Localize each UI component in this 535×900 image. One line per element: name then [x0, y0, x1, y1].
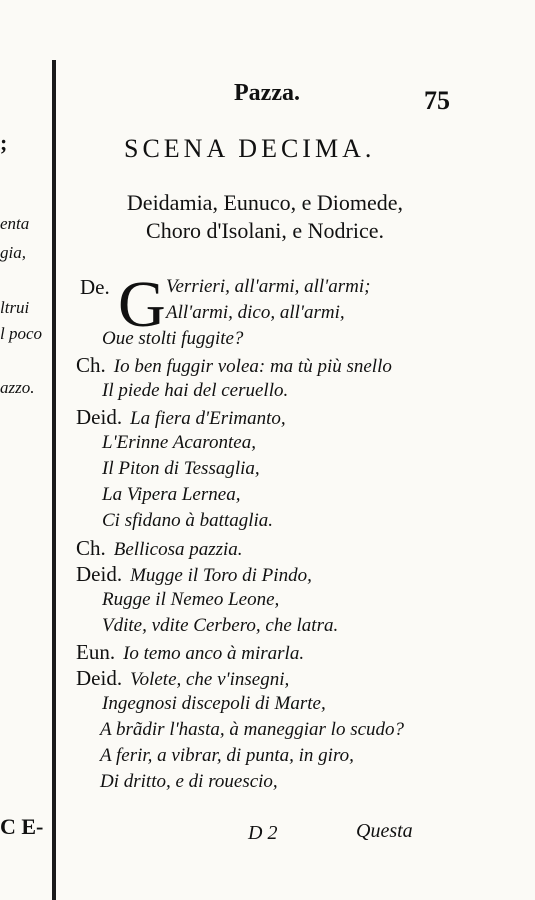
- speaker-label: Ch.: [76, 353, 106, 377]
- speaker-label: Eun.: [76, 640, 116, 664]
- verse-line: [76, 641, 304, 665]
- verse-text: Mugge il Toro di Pindo,: [130, 565, 312, 586]
- verse-line: [76, 406, 286, 430]
- page-number: 75: [424, 86, 450, 115]
- scene-title: SCENA DECIMA.: [124, 134, 376, 163]
- verse-line: [166, 302, 345, 324]
- facing-text-fragment: l poco: [0, 324, 43, 343]
- verse-text: Oue stolti fuggite?: [102, 328, 244, 349]
- verse-line: [102, 693, 326, 715]
- verse-text: Volete, che v'insegni,: [130, 669, 290, 690]
- verse-text: L'Erinne Acarontea,: [102, 432, 256, 453]
- verse-line: [102, 380, 288, 402]
- speaker-label: Deid.: [76, 666, 123, 690]
- verse-line: [100, 771, 278, 793]
- verse-line: [102, 484, 240, 506]
- verse-line: [80, 275, 371, 300]
- drop-capital: G: [118, 268, 166, 341]
- verse-text: Ci sfidano à battaglia.: [102, 510, 274, 531]
- facing-text-fragment: ltrui: [0, 298, 30, 317]
- catchword: Questa: [356, 820, 413, 842]
- verse-text: Verrieri, all'armi, all'armi;: [166, 276, 371, 297]
- verse-line: [76, 537, 243, 561]
- signature-mark: D 2: [248, 822, 278, 844]
- running-head: Pazza.: [234, 80, 300, 106]
- verse-text: Rugge il Nemeo Leone,: [102, 589, 280, 610]
- verse-text: Di dritto, e di rouescio,: [100, 771, 278, 792]
- verse-text: La Vipera Lernea,: [102, 484, 241, 505]
- verse-line: [76, 667, 289, 691]
- verse-text: Ingegnosi discepoli di Marte,: [102, 693, 326, 714]
- verse-line: [76, 563, 312, 587]
- verse-line: [102, 589, 279, 611]
- verse-line: [102, 510, 273, 532]
- facing-text-fragment: ;: [0, 130, 8, 155]
- verse-line: [102, 458, 260, 480]
- speaker-label: De.: [80, 275, 110, 299]
- speaker-label: Ch.: [76, 536, 106, 560]
- verse-text: Io temo anco à mirarla.: [123, 643, 305, 664]
- verse-text: Io ben fuggir volea: ma tù più snello: [113, 356, 392, 377]
- speaker-label: Deid.: [76, 562, 123, 586]
- verse-line: [102, 328, 243, 350]
- verse-text: Il Piton di Tessaglia,: [102, 458, 260, 479]
- verse-text: La fiera d'Erimanto,: [130, 408, 286, 429]
- verse-text: Vdite, vdite Cerbero, che latra.: [102, 615, 339, 636]
- facing-text-fragment: gia,: [0, 243, 26, 262]
- verse-text: All'armi, dico, all'armi,: [166, 302, 345, 323]
- verse-text: Il piede hai del ceruello.: [102, 380, 289, 401]
- speaker-label: Deid.: [76, 405, 123, 429]
- verse-text: Bellicosa pazzia.: [113, 539, 243, 560]
- verse-text: A ferir, a vibrar, di punta, in giro,: [100, 745, 354, 766]
- verse-line: [76, 354, 392, 378]
- page-gutter-line: [52, 60, 56, 900]
- verse-line: [102, 432, 256, 454]
- facing-text-fragment: azzo.: [0, 378, 35, 397]
- character-list-line: Deidamia, Eunuco, e Diomede,: [126, 190, 404, 215]
- character-list: [85, 189, 445, 245]
- verse-line: [102, 615, 338, 637]
- facing-text-fragment: C E-: [0, 814, 44, 839]
- verse-line: [100, 719, 404, 741]
- facing-text-fragment: enta: [0, 214, 30, 233]
- facing-page-fragment: [0, 0, 50, 900]
- verse-text: A brãdir l'hasta, à maneggiar lo scudo?: [100, 719, 405, 740]
- verse-line: [100, 745, 354, 767]
- character-list-line: Choro d'Isolani, e Nodrice.: [146, 218, 384, 243]
